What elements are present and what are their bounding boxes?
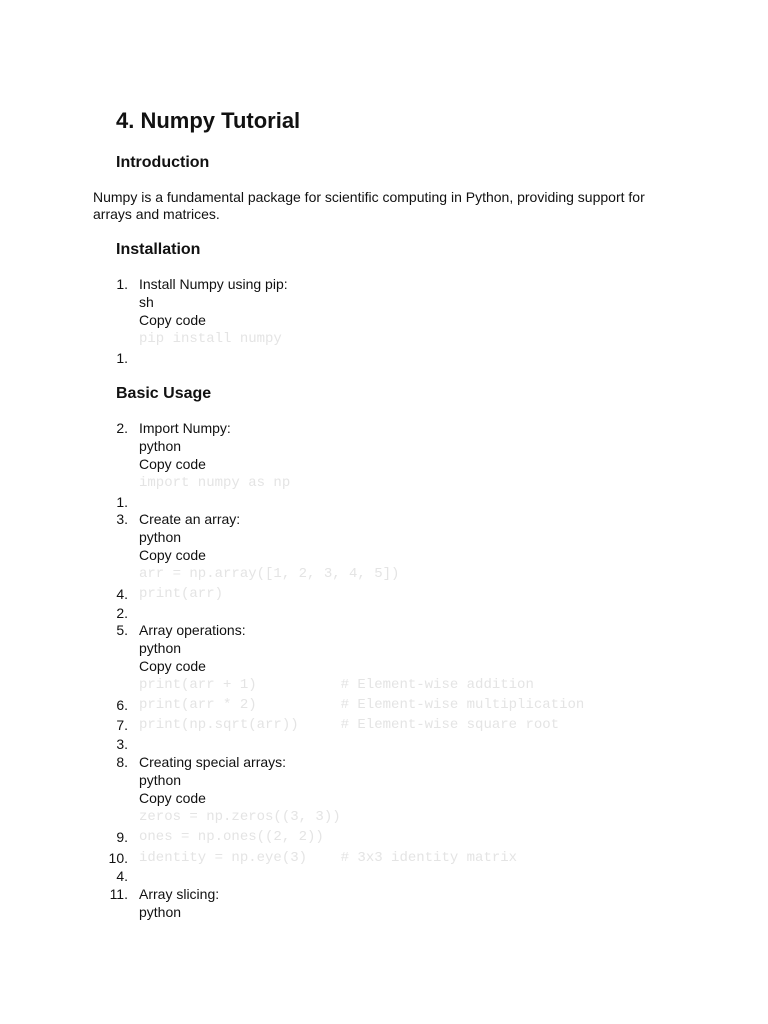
copy-code-button[interactable]: Copy code [139, 456, 206, 472]
code-line: identity = np.eye(3) # 3x3 identity matrix [139, 850, 518, 866]
code-language: sh [139, 294, 154, 310]
copy-code-button[interactable]: Copy code [139, 658, 206, 674]
heading-introduction: Introduction [116, 154, 210, 171]
code-line: print(arr + 1) # Element-wise addition [139, 677, 534, 693]
list-number: 6. [116, 697, 128, 713]
list-number: 11. [109, 886, 128, 902]
heading-basic-usage: Basic Usage [116, 385, 212, 402]
code-line: print(arr * 2) # Element-wise multiplication [139, 697, 585, 713]
code-language: python [139, 640, 182, 656]
list-number: 1. [116, 276, 128, 292]
copy-code-button[interactable]: Copy code [139, 312, 206, 328]
copy-code-button[interactable]: Copy code [139, 790, 206, 806]
page-title: 4. Numpy Tutorial [116, 108, 301, 133]
code-language: python [139, 772, 182, 788]
list-item-label: Install Numpy using pip: [139, 276, 288, 292]
list-number: 10. [108, 850, 128, 866]
list-number: 3. [116, 736, 128, 752]
list-number: 7. [116, 717, 128, 733]
list-number: 5. [116, 622, 128, 638]
list-item-label: Array operations: [139, 622, 246, 638]
code-language: python [139, 904, 182, 920]
list-number: 1. [116, 494, 128, 510]
code-line: pip install numpy [139, 331, 282, 347]
list-number: 1. [116, 350, 128, 366]
list-number: 3. [116, 511, 128, 527]
copy-code-button[interactable]: Copy code [139, 547, 206, 563]
list-number: 2. [116, 420, 128, 436]
list-item-label: Creating special arrays: [139, 754, 287, 770]
code-language: python [139, 438, 182, 454]
intro-line-2: arrays and matrices. [93, 206, 220, 222]
code-line: ones = np.ones((2, 2)) [139, 829, 324, 845]
code-line: print(arr) [139, 586, 224, 602]
code-language: python [139, 529, 182, 545]
code-line: import numpy as np [139, 475, 291, 491]
code-line: zeros = np.zeros((3, 3)) [139, 809, 341, 825]
list-item-label: Create an array: [139, 511, 241, 527]
list-number: 2. [116, 605, 128, 621]
heading-installation: Installation [116, 241, 201, 258]
list-number: 9. [116, 829, 128, 845]
list-item-label: Import Numpy: [139, 420, 231, 436]
code-line: arr = np.array([1, 2, 3, 4, 5]) [139, 566, 400, 582]
list-number: 4. [116, 868, 128, 884]
code-line: print(np.sqrt(arr)) # Element-wise square root [139, 717, 560, 733]
list-number: 8. [116, 754, 128, 770]
list-number: 4. [116, 586, 128, 602]
intro-line-1: Numpy is a fundamental package for scientific computing in Python, providing support for [93, 189, 645, 205]
list-item-label: Array slicing: [139, 886, 220, 902]
